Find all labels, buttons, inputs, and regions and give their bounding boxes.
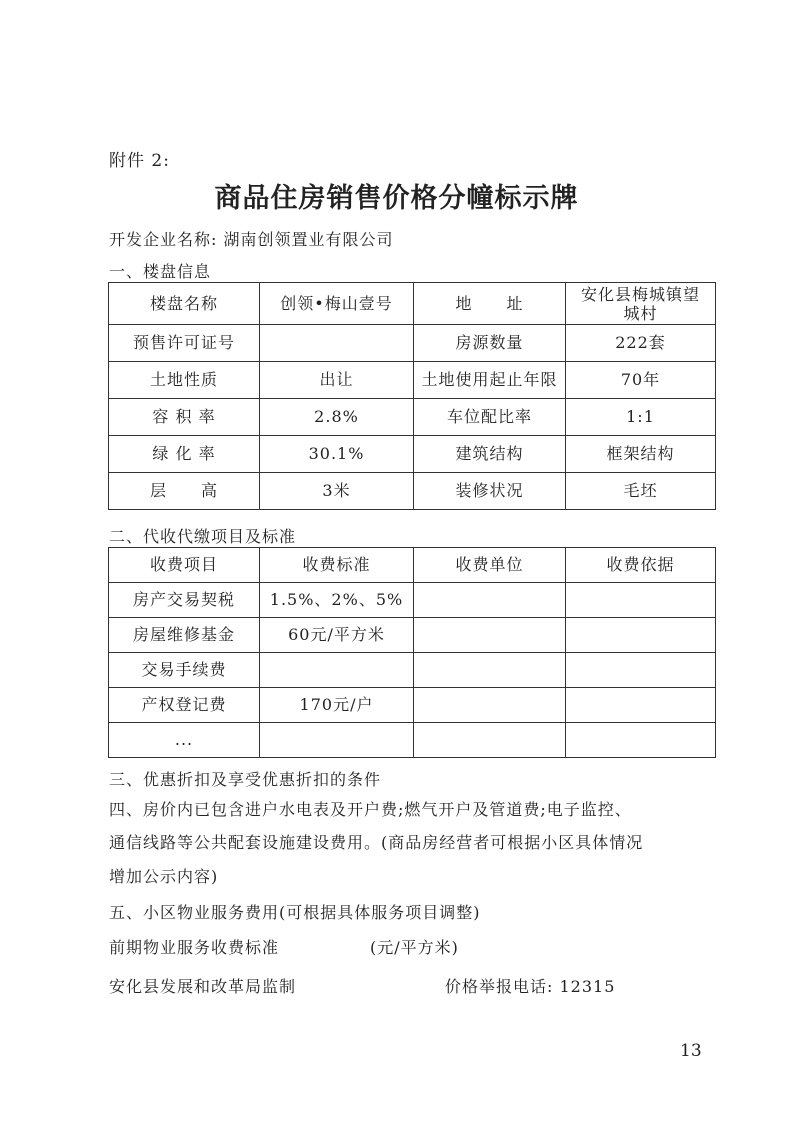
- section2-heading: 二、代收代缴项目及标准: [109, 527, 297, 546]
- building-info-cell: 装修状况: [414, 473, 566, 510]
- building-info-row: [109, 436, 716, 473]
- building-info-cell: 1:1: [566, 399, 716, 436]
- fees-cell: 60元/平方米: [260, 618, 414, 653]
- fees-row: [109, 583, 716, 618]
- building-info-cell: 30.1%: [260, 436, 414, 473]
- fees-table: [108, 547, 716, 758]
- page-number: 13: [680, 1041, 702, 1061]
- fees-cell: [566, 723, 716, 758]
- fees-header-row: [109, 548, 716, 583]
- supervisor-text: 安化县发展和改革局监制: [109, 977, 297, 996]
- fees-cell: [414, 723, 566, 758]
- hotline-text: 价格举报电话: 12315: [445, 977, 616, 996]
- page-title: 商品住房销售价格分幢标示牌: [214, 183, 579, 214]
- fees-row: [109, 618, 716, 653]
- building-info-row: [109, 283, 716, 325]
- section3-text: 三、优惠折扣及享受优惠折扣的条件: [109, 770, 382, 789]
- fees-cell: ...: [109, 723, 260, 758]
- fees-cell: [260, 723, 414, 758]
- building-info-cell: 安化县梅城镇望城村: [566, 283, 716, 325]
- fees-cell: [414, 583, 566, 618]
- section4-line3: 增加公示内容): [109, 867, 219, 886]
- fees-header-cell: 收费单位: [414, 548, 566, 583]
- building-info-cell: 222套: [566, 325, 716, 362]
- fees-cell: [566, 618, 716, 653]
- building-info-row: [109, 325, 716, 362]
- attachment-label: 附件 2:: [109, 151, 170, 171]
- building-info-table: [108, 282, 716, 510]
- building-info-cell: 车位配比率: [414, 399, 566, 436]
- building-info-cell: 土地使用起止年限: [414, 362, 566, 399]
- building-info-cell: 层 高: [109, 473, 260, 510]
- property-fee-label: 前期物业服务收费标准: [109, 938, 280, 957]
- fees-cell: 交易手续费: [109, 653, 260, 688]
- building-info-cell: 2.8%: [260, 399, 414, 436]
- building-info-cell: 土地性质: [109, 362, 260, 399]
- fees-header-cell: 收费标准: [260, 548, 414, 583]
- section4-line2: 通信线路等公共配套设施建设费用。(商品房经营者可根据小区具体情况: [109, 833, 644, 852]
- building-info-cell: 绿 化 率: [109, 436, 260, 473]
- building-info-cell: 楼盘名称: [109, 283, 260, 325]
- building-info-cell: 70年: [566, 362, 716, 399]
- fees-cell: [566, 688, 716, 723]
- fees-cell: 房屋维修基金: [109, 618, 260, 653]
- building-info-cell: 出让: [260, 362, 414, 399]
- fees-cell: [260, 653, 414, 688]
- fees-row: [109, 723, 716, 758]
- fees-row: [109, 653, 716, 688]
- fees-cell: [414, 653, 566, 688]
- building-info-cell: 预售许可证号: [109, 325, 260, 362]
- building-info-cell: 地 址: [414, 283, 566, 325]
- fees-header-cell: 收费依据: [566, 548, 716, 583]
- property-fee-unit: (元/平方米): [370, 938, 459, 957]
- fees-cell: 1.5%、2%、5%: [260, 583, 414, 618]
- building-info-cell: 框架结构: [566, 436, 716, 473]
- building-info-cell: 房源数量: [414, 325, 566, 362]
- section5-text: 五、小区物业服务费用(可根据具体服务项目调整): [109, 903, 481, 922]
- fees-cell: [566, 583, 716, 618]
- building-info-cell: 创领•梅山壹号: [260, 283, 414, 325]
- building-info-row: [109, 473, 716, 510]
- section4-line1: 四、房价内已包含进户水电表及开户费;燃气开户及管道费;电子监控、: [109, 800, 632, 819]
- building-info-cell: [260, 325, 414, 362]
- building-info-cell: 3米: [260, 473, 414, 510]
- building-info-cell: 容 积 率: [109, 399, 260, 436]
- building-info-cell: 毛坯: [566, 473, 716, 510]
- fees-cell: 房产交易契税: [109, 583, 260, 618]
- building-info-row: [109, 362, 716, 399]
- fees-cell: 170元/户: [260, 688, 414, 723]
- section1-heading: 一、楼盘信息: [109, 262, 212, 281]
- fees-cell: [414, 618, 566, 653]
- fees-header-cell: 收费项目: [109, 548, 260, 583]
- fees-cell: [414, 688, 566, 723]
- fees-cell: [566, 653, 716, 688]
- building-info-cell: 建筑结构: [414, 436, 566, 473]
- building-info-row: [109, 399, 716, 436]
- fees-cell: 产权登记费: [109, 688, 260, 723]
- developer-line: 开发企业名称: 湖南创领置业有限公司: [109, 230, 394, 249]
- fees-row: [109, 688, 716, 723]
